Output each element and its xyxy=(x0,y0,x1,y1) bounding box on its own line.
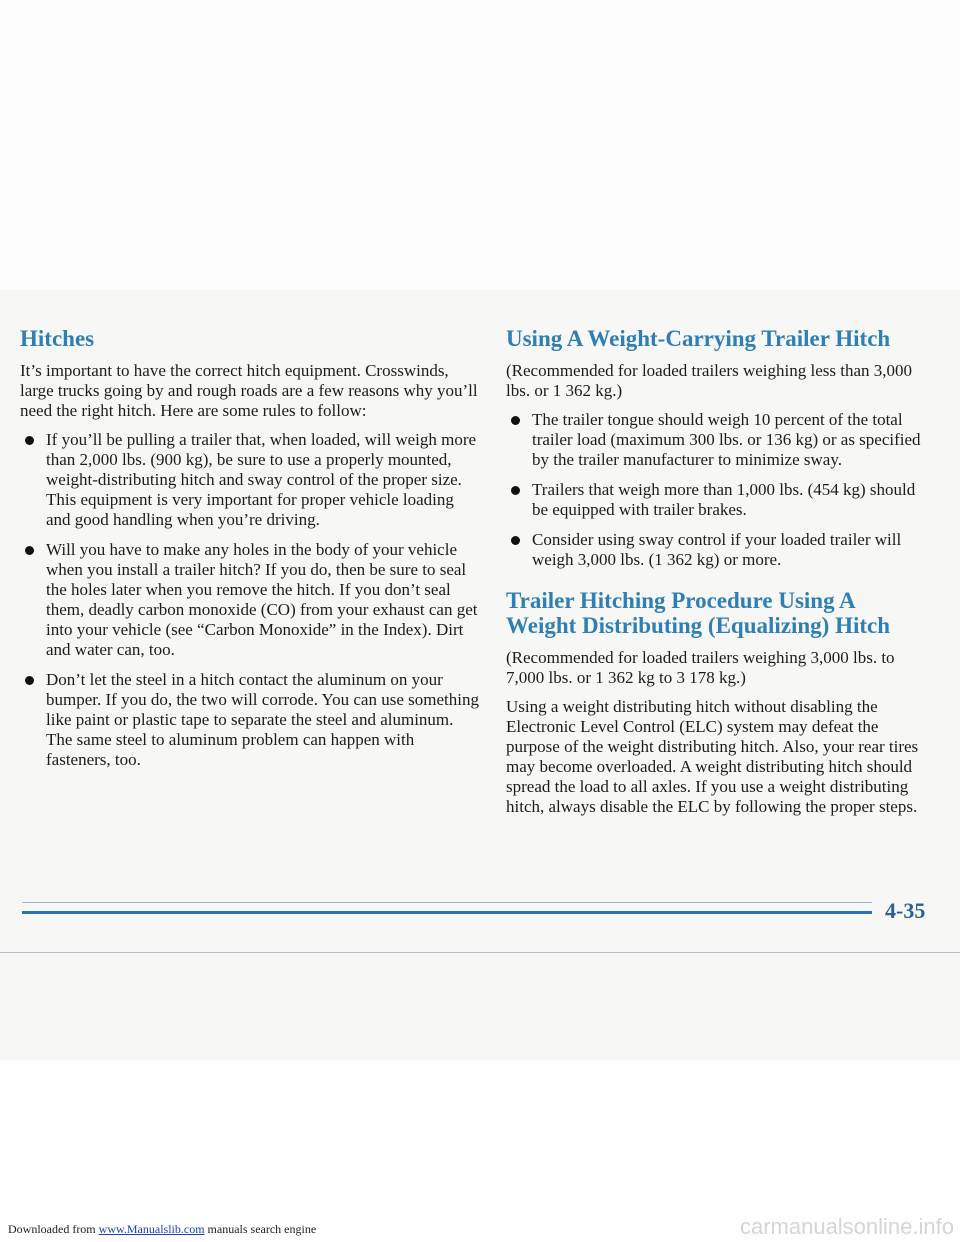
list-item xyxy=(20,670,480,770)
rule-thin-line xyxy=(22,902,872,903)
page-number: 4-35 xyxy=(885,898,926,923)
list-item xyxy=(20,430,480,530)
weight-carrying-intro: (Recommended for loaded trailers weighing less than 3,000 lbs. or 1 362 kg.) xyxy=(506,361,912,400)
bullet-icon xyxy=(25,436,34,445)
hitches-rules-list xyxy=(20,430,480,770)
manual-page xyxy=(0,290,960,1060)
list-item-text: Consider using sway control if your loaded trailer will weigh 3,000 lbs. (1 362 kg) or more. xyxy=(532,530,902,569)
list-item-text: The trailer tongue should weigh 10 percent of the total trailer load (maximum 300 lbs. or 136 kg) or as specified by the trailer manufacturer to minimize sway. xyxy=(532,410,921,469)
list-item-text: Trailers that weigh more than 1,000 lbs. (454 kg) should be equipped with trailer brakes. xyxy=(532,480,916,519)
rule-thick-line xyxy=(22,911,872,914)
footer-prefix: Downloaded from xyxy=(8,1222,99,1236)
list-item-text: If you’ll be pulling a trailer that, when loaded, will weigh more than 2,000 lbs. (900 kg), be sure to use a properly mounted, weight-distributing hitch and sway control of the proper size. This equipment is very important for proper vehicle loading and good handling when you’re driving. xyxy=(46,430,477,529)
list-item xyxy=(506,530,926,570)
bullet-icon xyxy=(25,676,34,685)
left-column xyxy=(20,326,480,780)
weight-distributing-body: Using a weight distributing hitch without disabling the Electronic Level Control (ELC) system may defeat the purpose of the weight distributing hitch. Also, your rear tires may become overloaded. A weight distributing hitch should spread the load to all axles. If you use a weight distributing hitch, always disable the ELC by following the proper steps. xyxy=(506,697,919,816)
list-item xyxy=(506,480,926,520)
page-rule xyxy=(0,902,960,922)
list-item xyxy=(506,410,926,470)
hitches-heading: Hitches xyxy=(20,326,95,351)
bottom-divider xyxy=(0,952,960,953)
list-item-text: Will you have to make any holes in the body of your vehicle when you install a trailer hitch? If you do, then be sure to seal the holes later when you remove the hitch. If you don’t seal them, deadly carbon monoxide (CO) from your exhaust can get into your vehicle (see “Carbon Monoxide” in the Index). Dirt and water can, too. xyxy=(46,540,478,659)
watermark-text: carmanualsonline.info xyxy=(739,1214,954,1239)
bullet-icon xyxy=(511,416,520,425)
right-column xyxy=(506,326,926,826)
list-item xyxy=(20,540,480,660)
download-footer xyxy=(8,1222,316,1237)
weight-carrying-list xyxy=(506,410,926,570)
bullet-icon xyxy=(25,546,34,555)
hitches-intro: It’s important to have the correct hitch equipment. Crosswinds, large trucks going by and rough roads are a few reasons why you’ll need the right hitch. Here are some rules to follow: xyxy=(20,361,478,420)
bullet-icon xyxy=(511,536,520,545)
manualslib-link[interactable]: www.Manualslib.com xyxy=(98,1222,205,1236)
weight-distributing-intro: (Recommended for loaded trailers weighing 3,000 lbs. to 7,000 lbs. or 1 362 kg to 3 178 kg.) xyxy=(506,648,895,687)
footer-suffix: manuals search engine xyxy=(204,1222,317,1236)
weight-carrying-hitch-heading: Using A Weight-Carrying Trailer Hitch xyxy=(506,326,891,351)
top-blank-area xyxy=(0,0,960,290)
bullet-icon xyxy=(511,486,520,495)
list-item-text: Don’t let the steel in a hitch contact the aluminum on your bumper. If you do, the two will corrode. You can use something like paint or plastic tape to separate the steel and aluminum. The same steel to aluminum problem can happen with fasteners, too. xyxy=(46,670,479,769)
weight-distributing-hitch-heading: Trailer Hitching Procedure Using A Weight Distributing (Equalizing) Hitch xyxy=(506,588,891,638)
